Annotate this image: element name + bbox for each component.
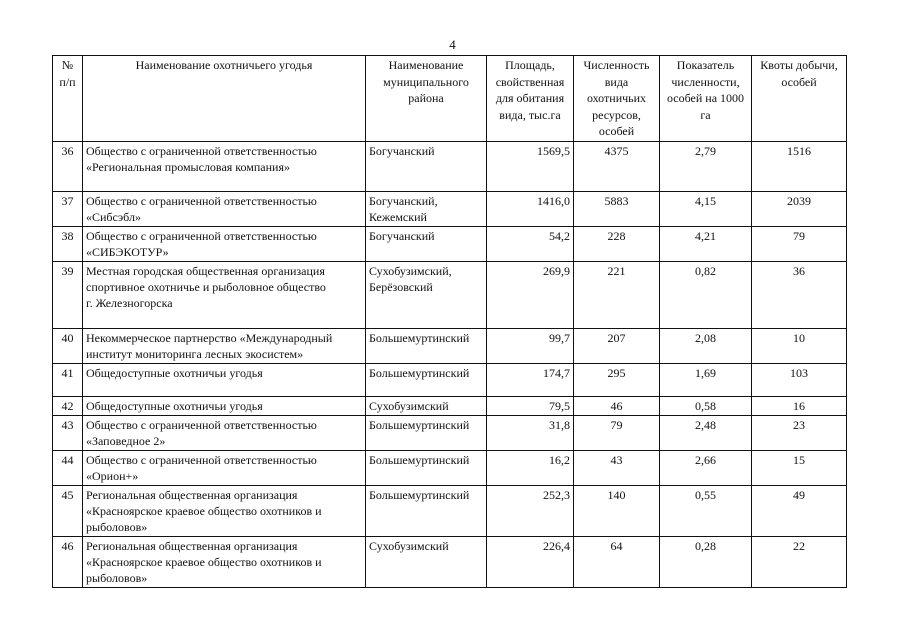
row-population: 43	[574, 450, 660, 485]
header-quota: Квоты добычи, особей	[752, 56, 847, 142]
row-num: 38	[53, 226, 83, 261]
row-num: 36	[53, 141, 83, 191]
row-area: 79,5	[487, 396, 574, 415]
row-quota: 79	[752, 226, 847, 261]
row-area: 252,3	[487, 485, 574, 536]
row-population: 4375	[574, 141, 660, 191]
row-indicator: 2,66	[660, 450, 752, 485]
header-name: Наименование охотничьего угодья	[83, 56, 366, 142]
row-name: Общество с ограниченной ответственностью «СИБЭКОТУР»	[83, 226, 366, 261]
row-area: 1416,0	[487, 191, 574, 226]
row-district: Большемуртинский	[366, 450, 487, 485]
row-num: 37	[53, 191, 83, 226]
row-num: 42	[53, 396, 83, 415]
row-population: 64	[574, 536, 660, 587]
row-area: 54,2	[487, 226, 574, 261]
table-row	[53, 396, 847, 415]
row-indicator: 1,69	[660, 363, 752, 396]
row-population: 140	[574, 485, 660, 536]
row-district: Богучанский, Кежемский	[366, 191, 487, 226]
row-quota: 49	[752, 485, 847, 536]
row-quota: 10	[752, 328, 847, 363]
row-indicator: 2,48	[660, 415, 752, 450]
row-num: 43	[53, 415, 83, 450]
row-indicator: 0,55	[660, 485, 752, 536]
table-row	[53, 363, 847, 396]
row-num: 46	[53, 536, 83, 587]
row-population: 228	[574, 226, 660, 261]
hunting-quota-table	[52, 55, 847, 588]
row-district: Богучанский	[366, 141, 487, 191]
table-row	[53, 226, 847, 261]
row-population: 295	[574, 363, 660, 396]
row-quota: 15	[752, 450, 847, 485]
row-indicator: 0,58	[660, 396, 752, 415]
table-row	[53, 191, 847, 226]
row-area: 226,4	[487, 536, 574, 587]
table-row	[53, 141, 847, 191]
row-indicator: 0,82	[660, 261, 752, 328]
row-quota: 1516	[752, 141, 847, 191]
row-quota: 103	[752, 363, 847, 396]
row-indicator: 2,08	[660, 328, 752, 363]
table-row	[53, 536, 847, 587]
row-district: Богучанский	[366, 226, 487, 261]
row-population: 207	[574, 328, 660, 363]
table-header-row	[53, 56, 847, 142]
row-district: Большемуртинский	[366, 415, 487, 450]
row-num: 44	[53, 450, 83, 485]
page-number: 4	[449, 37, 456, 52]
row-population: 79	[574, 415, 660, 450]
row-name: Региональная общественная организация «Красноярское краевое общество охотников и рыболовов»	[83, 536, 366, 587]
header-district: Наименование муниципального района	[366, 56, 487, 142]
row-name: Общедоступные охотничьи угодья	[83, 363, 366, 396]
row-name: Общество с ограниченной ответственностью «Региональная промысловая компания»	[83, 141, 366, 191]
row-num: 45	[53, 485, 83, 536]
row-name: Общество с ограниченной ответственностью «Сибсэбл»	[83, 191, 366, 226]
row-area: 99,7	[487, 328, 574, 363]
header-population: Численность вида охотничьих ресурсов, особей	[574, 56, 660, 142]
row-name: Общество с ограниченной ответственностью «Орион+»	[83, 450, 366, 485]
row-quota: 16	[752, 396, 847, 415]
table-row	[53, 415, 847, 450]
row-indicator: 0,28	[660, 536, 752, 587]
row-population: 221	[574, 261, 660, 328]
table-row	[53, 328, 847, 363]
row-name: Общество с ограниченной ответственностью «Заповедное 2»	[83, 415, 366, 450]
table-row	[53, 450, 847, 485]
table-row	[53, 261, 847, 328]
row-name: Некоммерческое партнерство «Международный институт мониторинга лесных экосистем»	[83, 328, 366, 363]
header-area: Площадь, свойственная для обитания вида, тыс.га	[487, 56, 574, 142]
row-population: 46	[574, 396, 660, 415]
row-name: Региональная общественная организация «Красноярское краевое общество охотников и рыболовов»	[83, 485, 366, 536]
row-area: 174,7	[487, 363, 574, 396]
row-area: 269,9	[487, 261, 574, 328]
row-district: Большемуртинский	[366, 328, 487, 363]
row-name: Общедоступные охотничьи угодья	[83, 396, 366, 415]
row-name: Местная городская общественная организация спортивное охотничье и рыболовное общество г. Железногорска	[83, 261, 366, 328]
table-row	[53, 485, 847, 536]
row-num: 41	[53, 363, 83, 396]
row-district: Большемуртинский	[366, 485, 487, 536]
row-district: Сухобузимский, Берёзовский	[366, 261, 487, 328]
row-district: Большемуртинский	[366, 363, 487, 396]
row-quota: 22	[752, 536, 847, 587]
header-indicator: Показатель численности, особей на 1000 га	[660, 56, 752, 142]
row-quota: 23	[752, 415, 847, 450]
row-area: 16,2	[487, 450, 574, 485]
row-indicator: 4,21	[660, 226, 752, 261]
row-num: 39	[53, 261, 83, 328]
row-num: 40	[53, 328, 83, 363]
row-district: Сухобузимский	[366, 396, 487, 415]
header-num: № п/п	[53, 56, 83, 142]
row-quota: 2039	[752, 191, 847, 226]
row-population: 5883	[574, 191, 660, 226]
row-indicator: 4,15	[660, 191, 752, 226]
row-area: 1569,5	[487, 141, 574, 191]
row-indicator: 2,79	[660, 141, 752, 191]
row-quota: 36	[752, 261, 847, 328]
row-district: Сухобузимский	[366, 536, 487, 587]
row-area: 31,8	[487, 415, 574, 450]
